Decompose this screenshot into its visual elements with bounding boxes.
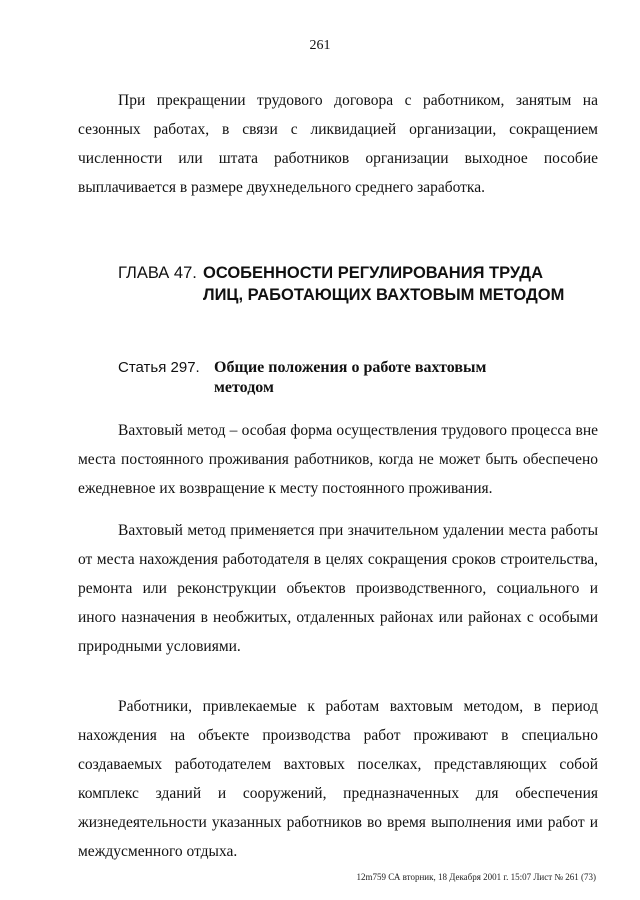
article-label: Статья 297. (118, 359, 200, 376)
body-paragraph-3 (78, 692, 598, 866)
intro-paragraph (78, 86, 598, 202)
body-paragraph-2 (78, 516, 598, 661)
body-paragraph-text: Вахтовый метод – особая форма осуществления трудового процесса вне места постоянного проживания работников, когда не может быть обеспечено ежедневное их возвращение к месту постоянного проживания. (78, 422, 598, 497)
print-footer: 12m759 СА вторник, 18 Декабря 2001 г. 15:07 Лист № 261 (73) (356, 872, 596, 882)
body-paragraph-text: Вахтовый метод применяется при значительном удалении места работы от места нахождения работодателя в целях сокращения сроков строительства, ремонта или реконструкции объектов производственного, социального и иного назначения в необжитых, отдаленных районах или районах с особыми природными условиями. (78, 522, 598, 655)
body-paragraph-text: Работники, привлекаемые к работам вахтовым методом, в период нахождения на объекте производства работ проживают в специально создаваемых работодателем вахтовых поселках, представляющих собой комплекс зданий и сооружений, предназначенных для обеспечения жизнедеятельности указанных работников во время выполнения ими работ и междусменного отдыха. (78, 698, 598, 860)
intro-paragraph-text: При прекращении трудового договора с работником, занятым на сезонных работах, в связи с ликвидацией организации, сокращением численности или штата работников организации выходное пособие выплачивается в размере двухнедельного среднего заработка. (78, 92, 598, 196)
body-paragraph-1 (78, 416, 598, 503)
chapter-title: ОСОБЕННОСТИ РЕГУЛИРОВАНИЯ ТРУДА ЛИЦ, РАБОТАЮЩИХ ВАХТОВЫМ МЕТОДОМ (203, 264, 565, 304)
page-number: 261 (309, 38, 331, 53)
article-title: Общие положения о работе вахтовым методом (214, 359, 487, 396)
chapter-label: ГЛАВА 47. (118, 264, 197, 282)
